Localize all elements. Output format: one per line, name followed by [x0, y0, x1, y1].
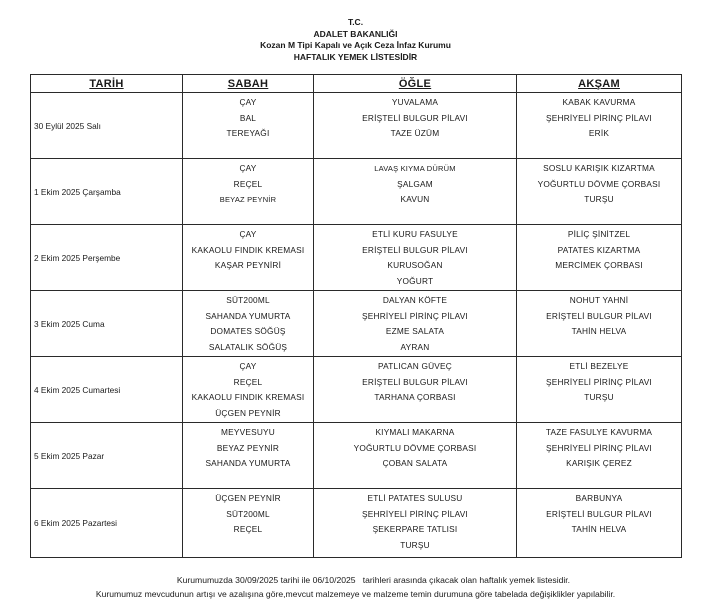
menu-item: ETLİ KURU FASULYE — [372, 229, 458, 239]
menu-item: KAKAOLU FINDIK KREMASI — [191, 392, 305, 402]
dinner-cell — [517, 357, 682, 423]
menu-item: REÇEL — [233, 178, 263, 189]
breakfast-cell — [183, 93, 314, 159]
table-row — [31, 489, 682, 558]
table-row — [31, 225, 682, 291]
menu-item: KARIŞIK ÇEREZ — [566, 458, 632, 468]
menu-item: PATATES KIZARTMA — [557, 244, 641, 255]
menu-item: ŞEKERPARE TATLISI — [372, 524, 458, 534]
menu-item: REÇEL — [233, 376, 263, 387]
menu-item: KURUSOĞAN — [387, 260, 443, 270]
dinner-cell — [517, 291, 682, 357]
header-ministry: ADALET BAKANLIĞI — [313, 28, 398, 39]
lunch-cell — [314, 225, 517, 291]
menu-item: ŞEHRİYELİ PİRİNÇ PİLAVI — [546, 112, 652, 123]
table-row — [31, 93, 682, 159]
menu-item: REÇEL — [233, 524, 263, 534]
menu-item: KABAK KAVURMA — [562, 97, 636, 107]
menu-item: ÜÇGEN PEYNİR — [215, 493, 281, 503]
column-header-breakfast: SABAH — [183, 75, 314, 93]
table-row — [31, 291, 682, 357]
menu-item: PİLİÇ ŞİNİTZEL — [567, 229, 631, 239]
menu-item: KIYMALI MAKARNA — [375, 427, 455, 437]
menu-item: LAVAŞ KIYMA DÜRÜM — [374, 164, 456, 173]
menu-item: YUVALAMA — [391, 97, 439, 107]
date-cell: 6 Ekim 2025 Pazartesi — [31, 489, 183, 558]
menu-item: ETLİ PATATES SULUSU — [367, 493, 463, 503]
menu-item: TURŞU — [584, 194, 614, 204]
lunch-cell — [314, 423, 517, 489]
menu-item: TAZE ÜZÜM — [390, 128, 440, 138]
header-tc: T.C. — [347, 17, 364, 27]
dinner-cell — [517, 159, 682, 225]
menu-item: ERİŞTELİ BULGUR PİLAVI — [362, 244, 468, 255]
breakfast-cell — [183, 159, 314, 225]
menu-item: DOMATES SÖĞÜŞ — [210, 326, 286, 336]
menu-item: TAZE FASULYE KAVURMA — [545, 427, 653, 437]
menu-item: SALATALIK SÖĞÜŞ — [208, 341, 288, 352]
menu-item: TAHİN HELVA — [571, 326, 627, 336]
menu-item: KAKAOLU FINDIK KREMASI — [191, 244, 305, 255]
menu-item: ŞALGAM — [397, 178, 433, 189]
footer-date-range-note — [0, 575, 711, 585]
table-row — [31, 159, 682, 225]
breakfast-cell — [183, 225, 314, 291]
table-header-row — [31, 75, 682, 93]
menu-item: ERİK — [588, 128, 610, 138]
menu-item: ERİŞTELİ BULGUR PİLAVI — [546, 310, 652, 321]
menu-item: NOHUT YAHNİ — [569, 295, 629, 305]
menu-item: AYRAN — [400, 341, 430, 352]
menu-item: KAŞAR PEYNİRİ — [214, 260, 282, 270]
menu-item: DALYAN KÖFTE — [382, 295, 448, 305]
menu-item: TEREYAĞI — [226, 128, 270, 138]
menu-item: SÜT200ML — [226, 295, 270, 305]
dinner-cell — [517, 93, 682, 159]
lunch-cell — [314, 357, 517, 423]
lunch-cell — [314, 489, 517, 558]
menu-item: ŞEHRİYELİ PİRİNÇ PİLAVI — [546, 442, 652, 453]
menu-item: MEYVESUYU — [221, 427, 275, 437]
column-header-dinner: AKŞAM — [517, 75, 682, 93]
dinner-cell — [517, 423, 682, 489]
column-header-date: TARİH — [31, 75, 183, 93]
menu-item: BARBUNYA — [575, 493, 623, 503]
header-list-title: HAFTALIK YEMEK LİSTESİDİR — [293, 51, 418, 62]
menu-item: YOĞURTLU DÖVME ÇORBASI — [537, 178, 661, 189]
table-row — [31, 423, 682, 489]
breakfast-cell — [183, 489, 314, 558]
menu-item: ÇAY — [239, 229, 257, 239]
date-cell: 1 Ekim 2025 Çarşamba — [31, 159, 183, 225]
breakfast-cell — [183, 357, 314, 423]
menu-item: ŞEHRİYELİ PİRİNÇ PİLAVI — [546, 376, 652, 387]
menu-item: ÇOBAN SALATA — [382, 458, 448, 468]
menu-item: TARHANA ÇORBASI — [374, 392, 456, 402]
document-header — [0, 17, 711, 63]
header-institution: Kozan M Tipi Kapalı ve Açık Ceza İnfaz Kurumu — [260, 40, 451, 50]
menu-item: ETLİ BEZELYE — [569, 361, 629, 371]
menu-item: KAVUN — [400, 194, 430, 204]
date-cell: 3 Ekim 2025 Cuma — [31, 291, 183, 357]
menu-item: SAHANDA YUMURTA — [205, 310, 291, 321]
lunch-cell — [314, 291, 517, 357]
menu-item: ŞEHRİYELİ PİRİNÇ PİLAVI — [362, 310, 468, 321]
menu-item: TAHİN HELVA — [571, 524, 627, 534]
menu-item: ERİŞTELİ BULGUR PİLAVI — [362, 376, 468, 387]
table-row — [31, 357, 682, 423]
menu-item: ŞEHRİYELİ PİRİNÇ PİLAVI — [362, 508, 468, 519]
menu-item: BEYAZ PEYNİR — [219, 195, 277, 204]
menu-item: TURŞU — [400, 539, 430, 550]
column-header-lunch: ÖĞLE — [314, 75, 517, 93]
footer-date-range: Kurumumuzda 30/09/2025 tarihi ile 06/10/2025 — [176, 575, 356, 585]
lunch-cell — [314, 93, 517, 159]
date-cell: 30 Eylül 2025 Salı — [31, 93, 183, 159]
breakfast-cell — [183, 423, 314, 489]
menu-item: PATLICAN GÜVEÇ — [378, 361, 452, 371]
footer-list-description: tarihleri arasında çıkacak olan haftalık yemek listesidir. — [362, 575, 571, 585]
menu-item: ÇAY — [239, 163, 257, 173]
menu-item: ÇAY — [239, 97, 257, 107]
menu-item: EZME SALATA — [385, 326, 445, 336]
menu-item: BEYAZ PEYNİR — [216, 442, 280, 453]
menu-item: SAHANDA YUMURTA — [205, 458, 291, 468]
menu-item: SÜT200ML — [226, 508, 270, 519]
menu-item: ÇAY — [239, 361, 257, 371]
date-cell: 4 Ekim 2025 Cumartesi — [31, 357, 183, 423]
dinner-cell — [517, 489, 682, 558]
menu-item: ERİŞTELİ BULGUR PİLAVI — [546, 508, 652, 519]
menu-item: ÜÇGEN PEYNİR — [215, 407, 281, 418]
weekly-menu-table — [30, 74, 682, 558]
menu-item: SOSLU KARIŞIK KIZARTMA — [543, 163, 655, 173]
breakfast-cell — [183, 291, 314, 357]
menu-item: MERCİMEK ÇORBASI — [555, 260, 643, 270]
menu-item: TURŞU — [584, 392, 614, 402]
menu-item: YOĞURTLU DÖVME ÇORBASI — [353, 442, 477, 453]
date-cell: 5 Ekim 2025 Pazar — [31, 423, 183, 489]
menu-item: ERİŞTELİ BULGUR PİLAVI — [362, 112, 468, 123]
menu-item: YOĞURT — [396, 275, 434, 286]
footer-change-notice: Kurumumuz mevcudunun artışı ve azalışına göre,mevcut malzemeye ve malzeme temin durumuna göre tabelada değişiklikler yapılabilir. — [95, 589, 616, 599]
date-cell: 2 Ekim 2025 Perşembe — [31, 225, 183, 291]
lunch-cell — [314, 159, 517, 225]
menu-item: BAL — [239, 112, 257, 123]
dinner-cell — [517, 225, 682, 291]
